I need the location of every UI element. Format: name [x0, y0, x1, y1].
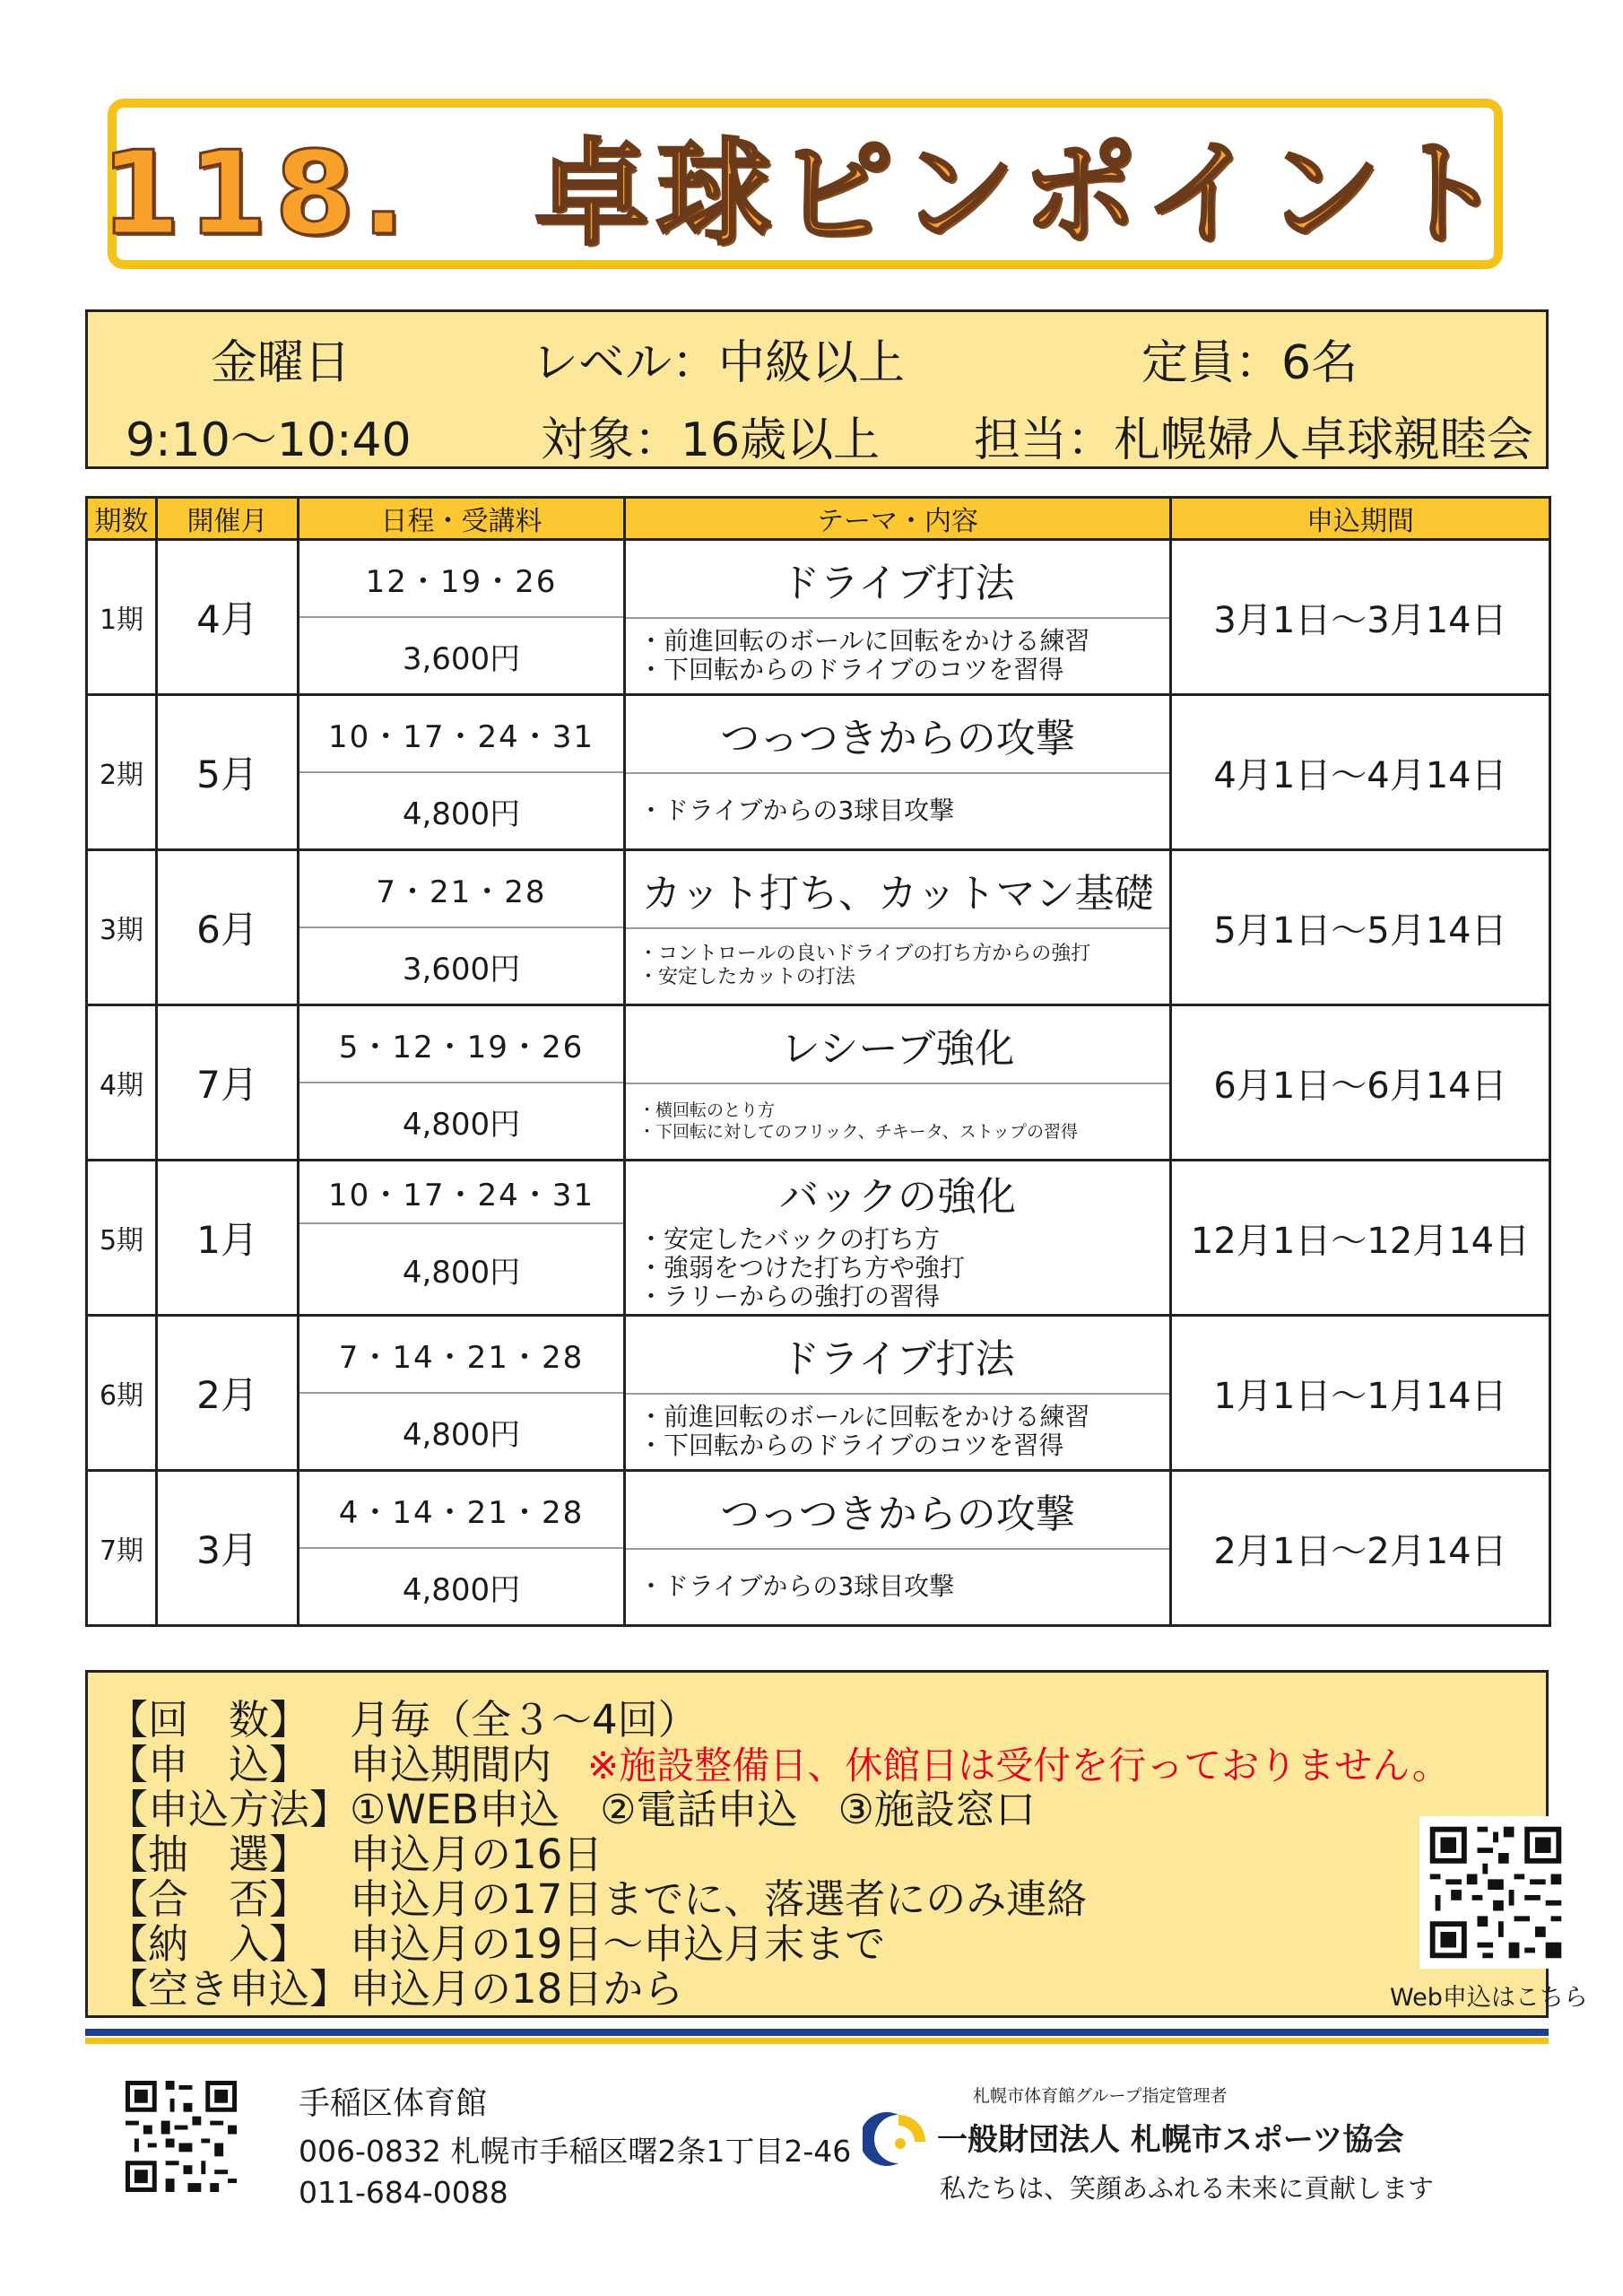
theme-bullets [626, 1083, 1169, 1158]
theme-title: つっつきからの攻撃 [720, 716, 1075, 761]
header-term: 期数 [87, 498, 157, 540]
schedule-cell [299, 1005, 625, 1161]
theme-title: レシーブ強化 [780, 1026, 1015, 1072]
footer-stripe-blue [85, 2029, 1549, 2036]
period-cell: 6月1日～6月14日 [1171, 1005, 1550, 1161]
notice-lottery-row [108, 1822, 603, 1878]
theme-title: カット打ち、カットマン基礎 [641, 871, 1154, 917]
bullet-item: ・横回転のとり方 [638, 1100, 776, 1120]
notice-value: 申込月の16日 [350, 1831, 603, 1878]
schedule-cell [299, 1471, 625, 1626]
notice-label: 【合 否】 [108, 1875, 310, 1923]
theme-title: ドライブ打法 [780, 1336, 1015, 1382]
header-month: 開催月 [157, 498, 299, 540]
bullet-item: ・強弱をつけた打ち方や強打 [638, 1253, 966, 1283]
schedule-cell [299, 1316, 625, 1471]
theme-cell [625, 1316, 1171, 1471]
period-cell: 5月1日～5月14日 [1171, 850, 1550, 1005]
bullet-item: ・下回転に対してのフリック、チキータ、ストップの習得 [638, 1122, 1079, 1142]
closed-day-warning: ※施設整備日、休館日は受付を行っておりません。 [587, 1744, 1450, 1787]
facility-qr-code[interactable] [126, 2081, 237, 2192]
theme-cell [625, 1161, 1171, 1316]
term-cell: 5期 [87, 1161, 157, 1316]
web-apply-qr-code[interactable] [1419, 1816, 1572, 1969]
theme-title: つっつきからの攻撃 [720, 1492, 1075, 1537]
fee-text: 4,800円 [299, 1222, 623, 1314]
term-cell: 3期 [87, 850, 157, 1005]
theme-cell [625, 850, 1171, 1005]
fee-text: 3,600円 [299, 616, 623, 693]
theme-title: ドライブ打法 [780, 561, 1015, 606]
notice-value: 申込期間内 [350, 1741, 552, 1788]
term-cell: 7期 [87, 1471, 157, 1626]
sports-association-logo-icon [863, 2108, 934, 2170]
info-day: 金曜日 [211, 336, 352, 390]
bullet-item: ・コントロールの良いドライブの打ち方からの強打 [638, 943, 1091, 965]
period-cell: 12月1日～12月14日 [1171, 1161, 1550, 1316]
term-cell: 6期 [87, 1316, 157, 1471]
notice-label: 【納 入】 [108, 1920, 310, 1968]
bullet-item: ・前進回転のボールに回転をかける練習 [638, 626, 1090, 656]
page-title: 118. 卓球ピンポイント [100, 127, 1510, 261]
notice-label: 【抽 選】 [108, 1831, 310, 1878]
info-capacity: 定員：6名 [1141, 336, 1358, 390]
bullet-item: ・安定したバックの打ち方 [638, 1224, 941, 1254]
table-row [87, 695, 1550, 850]
period-cell: 4月1日～4月14日 [1171, 695, 1550, 850]
theme-cell [625, 540, 1171, 695]
theme-bullets [626, 772, 1169, 848]
fee-text: 4,800円 [299, 1392, 623, 1469]
theme-cell [625, 1471, 1171, 1626]
schedule-cell [299, 1161, 625, 1316]
theme-title: バックの強化 [779, 1174, 1016, 1220]
organization-subtitle: 札幌市体育館グループ指定管理者 [973, 2086, 1228, 2106]
notice-value: 申込月の19日～申込月末まで [350, 1920, 886, 1968]
dates-text: 7・21・28 [376, 874, 547, 910]
notice-count-row [108, 1687, 699, 1744]
month-cell: 4月 [157, 540, 299, 695]
schedule-cell [299, 540, 625, 695]
bullet-item: ・下回転からのドライブのコツを習得 [638, 655, 1064, 684]
bullet-item: ・ラリーからの強打の習得 [638, 1282, 941, 1311]
table-row [87, 540, 1550, 695]
month-cell: 7月 [157, 1005, 299, 1161]
dates-text: 4・14・21・28 [338, 1494, 585, 1531]
month-cell: 6月 [157, 850, 299, 1005]
table-row [87, 1316, 1550, 1471]
bullet-item: ・ドライブからの3球目攻撃 [638, 1571, 955, 1601]
notice-value: ①WEB申込 ②電話申込 ③施設窓口 [350, 1786, 1036, 1833]
term-cell: 2期 [87, 695, 157, 850]
notice-label: 【回 数】 [108, 1696, 310, 1744]
theme-bullets [626, 927, 1169, 1003]
notice-label: 【申込方法】 [108, 1786, 351, 1833]
info-time: 9:10～10:40 [126, 413, 412, 467]
schedule-cell [299, 850, 625, 1005]
dates-text: 10・17・24・31 [327, 718, 595, 755]
theme-bullets [626, 1548, 1169, 1623]
notice-method-row [108, 1777, 1036, 1833]
month-cell: 2月 [157, 1316, 299, 1471]
bullet-item: ・前進回転のボールに回転をかける練習 [638, 1402, 1090, 1431]
table-header-row [87, 498, 1550, 540]
period-cell: 1月1日～1月14日 [1171, 1316, 1550, 1471]
month-cell: 3月 [157, 1471, 299, 1626]
term-cell: 1期 [87, 540, 157, 695]
bullet-item: ・下回転からのドライブのコツを習得 [638, 1431, 1064, 1460]
qr-caption: Web申込はこちら [1390, 1984, 1588, 2012]
term-cell: 4期 [87, 1005, 157, 1161]
month-cell: 1月 [157, 1161, 299, 1316]
bullet-item: ・ドライブからの3球目攻撃 [638, 796, 955, 825]
footer-stripe-gold [85, 2038, 1549, 2044]
qr-code-icon [1419, 1816, 1572, 1969]
table-row [87, 850, 1550, 1005]
header-schedule-fee: 日程・受講料 [299, 498, 625, 540]
bullet-item: ・安定したカットの打法 [638, 966, 855, 988]
qr-code-icon [126, 2081, 237, 2192]
notice-value: 月毎（全３～4回） [350, 1696, 699, 1744]
period-cell: 2月1日～2月14日 [1171, 1471, 1550, 1626]
schedule-cell [299, 695, 625, 850]
dates-text: 5・12・19・26 [338, 1029, 585, 1065]
fee-text: 4,800円 [299, 771, 623, 848]
notice-label: 【空き申込】 [108, 1965, 351, 2013]
notice-apply-row [108, 1732, 1450, 1788]
fee-text: 4,800円 [299, 1547, 623, 1624]
table-row [87, 1161, 1550, 1316]
theme-bullets [626, 617, 1169, 692]
theme-bullets [626, 1223, 1169, 1313]
notice-payment-row [108, 1911, 886, 1968]
notice-panel [85, 1670, 1588, 2018]
dates-text: 10・17・24・31 [327, 1177, 595, 1213]
fee-text: 3,600円 [299, 926, 623, 1004]
notice-label: 【申 込】 [108, 1741, 310, 1788]
period-cell: 3月1日～3月14日 [1171, 540, 1550, 695]
facility-phone: 011-684-0088 [299, 2175, 508, 2210]
facility-address: 006-0832 札幌市手稲区曙2条1丁目2-46 [299, 2134, 852, 2169]
organization-slogan: 私たちは、笑顔あふれる未来に貢献します [940, 2173, 1435, 2204]
info-level: レベル：中級以上 [532, 336, 906, 390]
info-instructor: 担当：札幌婦人卓球親睦会 [974, 413, 1534, 467]
info-target: 対象：16歳以上 [541, 413, 881, 467]
notice-value: 申込月の17日までに、落選者にのみ連絡 [350, 1875, 1088, 1923]
facility-name: 手稲区体育館 [299, 2086, 488, 2122]
organization-name: 一般財団法人 札幌市スポーツ協会 [937, 2122, 1404, 2158]
theme-cell [625, 1005, 1171, 1161]
class-info-panel [85, 309, 1549, 469]
dates-text: 12・19・26 [365, 563, 558, 600]
dates-text: 7・14・21・28 [338, 1339, 585, 1376]
notice-result-row [108, 1866, 1088, 1923]
notice-vacancy-row [108, 1956, 684, 2013]
fee-text: 4,800円 [299, 1082, 623, 1159]
schedule-table [85, 496, 1551, 1627]
header-theme: テーマ・内容 [625, 498, 1171, 540]
month-cell: 5月 [157, 695, 299, 850]
table-row [87, 1471, 1550, 1626]
notice-value: 申込月の18日から [350, 1965, 684, 2013]
theme-cell [625, 695, 1171, 850]
table-row [87, 1005, 1550, 1161]
title-banner [100, 99, 1510, 269]
header-apply-period: 申込期間 [1171, 498, 1550, 540]
theme-bullets [626, 1393, 1169, 1468]
